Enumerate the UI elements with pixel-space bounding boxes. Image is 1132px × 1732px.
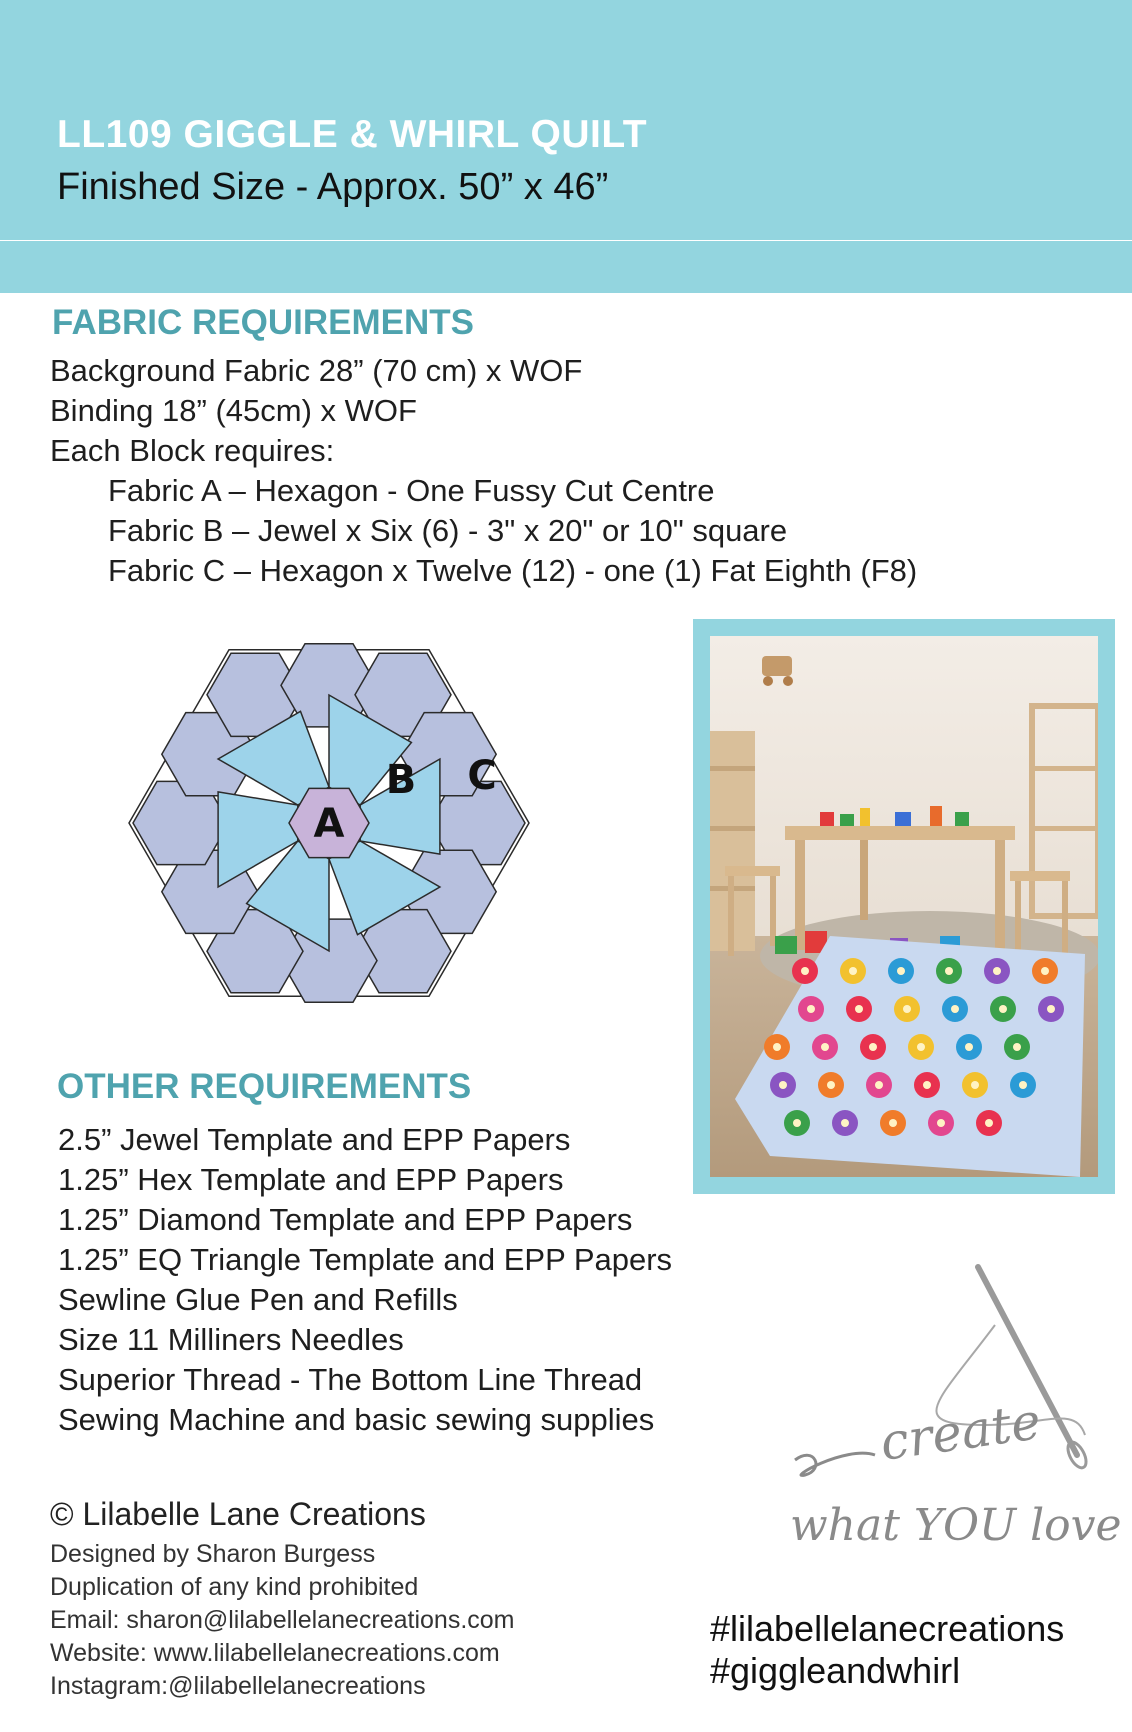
quilt-flower-centre (869, 1043, 877, 1051)
quilt-flower-centre (801, 967, 809, 975)
quilt-flower-centre (855, 1005, 863, 1013)
quilt-flower-centre (965, 1043, 973, 1051)
quilt-flower-centre (999, 1005, 1007, 1013)
block-item-fabric-c: Fabric C – Hexagon x Twelve (12) - one (1) Fat Eighth (F8) (108, 553, 918, 588)
quilt-flower-centre (779, 1081, 787, 1089)
quilt-flower-centre (993, 967, 1001, 975)
footer-notice: Duplication of any kind prohibited (50, 1573, 419, 1601)
finished-size: Finished Size - Approx. 50” x 46” (57, 166, 609, 208)
quilt-flower-centre (903, 1005, 911, 1013)
photo-frame (693, 619, 1115, 1194)
page-title: LL109 GIGGLE & WHIRL QUILT (57, 113, 648, 156)
quilt-flower-centre (821, 1043, 829, 1051)
other-requirements-heading: OTHER REQUIREMENTS (57, 1067, 472, 1106)
fabric-line: Binding 18” (45cm) x WOF (50, 393, 417, 428)
requirement-item: Size 11 Milliners Needles (58, 1322, 404, 1357)
header-banner (0, 0, 1132, 293)
requirement-item: 2.5” Jewel Template and EPP Papers (58, 1122, 571, 1157)
quilt-flower-centre (985, 1119, 993, 1127)
fabric-requirements-heading: FABRIC REQUIREMENTS (52, 303, 474, 342)
quilt-flower-centre (1013, 1043, 1021, 1051)
footer-instagram: Instagram:@lilabellelanecreations (50, 1672, 426, 1700)
quilt-flower-centre (945, 967, 953, 975)
fabric-line: Each Block requires: (50, 433, 335, 468)
header-divider (0, 240, 1132, 241)
quilt-flower-centre (807, 1005, 815, 1013)
requirement-item: Superior Thread - The Bottom Line Thread (58, 1362, 643, 1397)
quilt-flower-centre (875, 1081, 883, 1089)
label-b: B (385, 757, 417, 803)
requirement-item: Sewline Glue Pen and Refills (58, 1282, 458, 1317)
quilt-flower-centre (773, 1043, 781, 1051)
quilt-flower-centre (889, 1119, 897, 1127)
quilt-flower-centre (951, 1005, 959, 1013)
quilt-flower-centre (923, 1081, 931, 1089)
fabric-line: Background Fabric 28” (70 cm) x WOF (50, 353, 583, 388)
block-item-fabric-a: Fabric A – Hexagon - One Fussy Cut Centre (108, 473, 715, 508)
quilt-flower-centre (971, 1081, 979, 1089)
block-item-fabric-b: Fabric B – Jewel x Six (6) - 3" x 20" or 10" square (108, 513, 788, 548)
footer-website: Website: www.lilabellelanecreations.com (50, 1639, 500, 1667)
quilt-flower-centre (1019, 1081, 1027, 1089)
quilt-flower-centre (793, 1119, 801, 1127)
quilt-flower-centre (937, 1119, 945, 1127)
quilt-flower-centre (849, 967, 857, 975)
requirement-item: 1.25” Hex Template and EPP Papers (58, 1162, 564, 1197)
company-name: Lilabelle Lane Creations (82, 1496, 426, 1532)
copyright-icon: © (50, 1496, 74, 1532)
quilt-flower-centre (897, 967, 905, 975)
quilt-flower-centre (917, 1043, 925, 1051)
hashtag-pattern: #giggleandwhirl (710, 1650, 961, 1691)
quilt-flower-centre (827, 1081, 835, 1089)
requirement-item: Sewing Machine and basic sewing supplies (58, 1402, 655, 1437)
quilt-flower-centre (1047, 1005, 1055, 1013)
label-a: A (313, 801, 345, 847)
create-script: create (876, 1392, 1045, 1472)
hashtag-brand: #lilabellelanecreations (710, 1608, 1065, 1649)
copyright-line (50, 1496, 426, 1533)
requirement-item: 1.25” Diamond Template and EPP Papers (58, 1202, 633, 1237)
footer-email: Email: sharon@lilabellelanecreations.com (50, 1606, 515, 1634)
quilt-photo (710, 636, 1098, 1177)
label-c: C (467, 753, 497, 799)
quilt-flower-centre (841, 1119, 849, 1127)
footer-designer: Designed by Sharon Burgess (50, 1540, 376, 1568)
block-diagram (118, 625, 558, 1025)
requirement-item: 1.25” EQ Triangle Template and EPP Papers (58, 1242, 673, 1277)
quilt-flower-centre (1041, 967, 1049, 975)
what-you-love-script: what YOU love (790, 1500, 1122, 1551)
